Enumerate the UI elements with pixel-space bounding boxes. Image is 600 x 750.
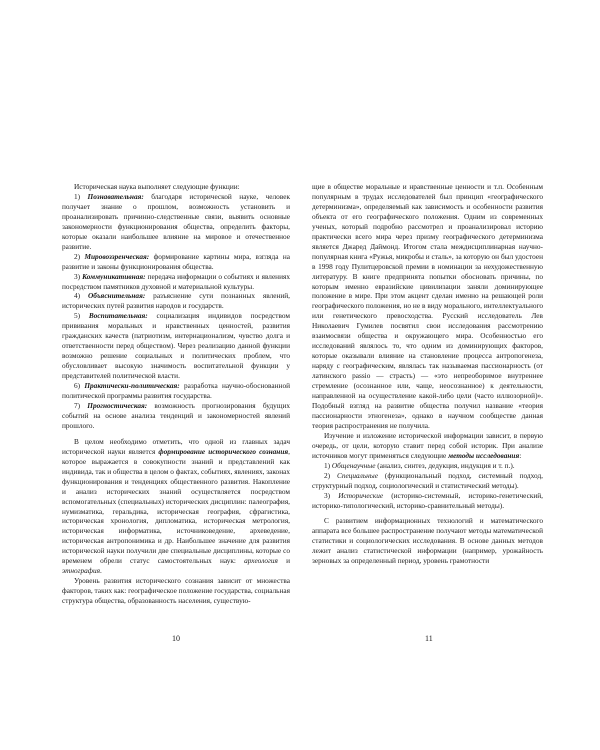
- paragraph-f1: [62, 192, 290, 252]
- text-run: 7): [74, 400, 88, 410]
- text-run: 1): [74, 191, 88, 201]
- emphasis-term: Практически-политическая:: [84, 381, 180, 391]
- paragraph-f4: [62, 291, 290, 311]
- emphasis-term: Познавательная:: [87, 191, 144, 201]
- text-run: .: [100, 566, 102, 576]
- text-run: (анализ, синтез, дедукция, индукция и т. п.).: [375, 460, 515, 470]
- paragraph-f6: [62, 381, 290, 401]
- italic-term: Специальные: [336, 470, 378, 480]
- emphasis-term: формирование исторического сознания: [158, 446, 289, 456]
- emphasis-term: Объяснительная:: [87, 291, 146, 301]
- paragraph-f7: [62, 401, 290, 431]
- text-run: 4): [74, 291, 88, 301]
- paragraph-r_study: [312, 431, 543, 461]
- text-run: благодаря исторической науке, человек получает знание о прошлом, возможность установить и проанализировать причинно-следственные связи, выявить основные закономерности функционирования общества, определить факторы, которые оказали наибольшее влияние на мировое и отечественное развитие.: [62, 191, 290, 251]
- italic-term: этнография: [62, 566, 101, 576]
- italic-term: Исторические: [338, 490, 384, 500]
- paragraph-r_cont: [312, 182, 543, 431]
- text-run: 6): [74, 381, 85, 391]
- text-run: , которое выражается в совокупности знаний и представлений как индивида, так и общества в целом о фактах, событиях, явлениях, законах функционирования и тенденциях общественного развития. Накопление и анализ исторических знаний осуществляется посредством вспомогательных (специальных) исторических дисциплин: палеография, нумизматика, геральдика, историческая география, сфрагистика, историческая хронология, дипломатика, историческая метрология, историческая информатика, источниковедение, археведение, историческая антропонимика и др. Наибольшее значение для развития исторической науки получили две специальные дисциплины, которые со временем обрели статус самостоятельных наук:: [62, 446, 290, 566]
- text-run: 2): [324, 470, 337, 480]
- text-run: передача информации о событиях и явлениях посредством памятников духовной и материальной культуры.: [62, 271, 290, 291]
- paragraph-f5: [62, 311, 290, 381]
- text-run: (историко-системный, историко-генетический, историко-типологический, историко-сравнительный методы).: [312, 490, 543, 510]
- left-page-body: [62, 182, 290, 606]
- paragraph-m2: [312, 471, 543, 491]
- italic-term: археология: [244, 556, 278, 566]
- text-run: 3): [324, 490, 339, 500]
- right-page-number: 11: [425, 634, 433, 643]
- italic-term: Общенаучные: [331, 460, 376, 470]
- emphasis-term: Воспитательная:: [88, 311, 148, 321]
- emphasis-term: Прогностическая:: [87, 400, 148, 410]
- left-page-number: 10: [172, 634, 180, 643]
- text-run: Историческая наука выполняет следующие функции:: [74, 182, 240, 191]
- text-run: социализация индивидов посредством прививания моральных и нравственных ценностей, развития гражданских качеств (патриотизм, интернационализм, чувство долга и ответственности перед обществом). Через реализацию данной функции возможно решение социальных и политических проблем, что обусловливает высокую значимость воспитательной функции у представителей политической власти.: [62, 311, 291, 381]
- emphasis-term: Мировоззренческая:: [84, 251, 150, 261]
- paragraph-f3: [62, 272, 290, 292]
- text-run: С развитием информационных технологий и математического аппарата все большее распространение получают методы математической статистики и социологических исследования. В основе данных методов лежит анализ статистической информации (например, урожайность зерновых за определенный период, уровень грамотности: [312, 516, 543, 566]
- emphasis-term: методы исследования: [448, 450, 520, 460]
- paragraph-f2: [62, 252, 290, 272]
- emphasis-term: Коммуникативная:: [82, 271, 146, 281]
- text-run: 5): [74, 311, 89, 321]
- paragraph-p_task: [62, 437, 290, 576]
- text-run: и: [277, 556, 290, 566]
- paragraph-intro: [62, 182, 290, 192]
- text-run: возможность прогнозирования будущих событий на основе анализа тенденций и закономерностей явлений прошлого.: [62, 400, 291, 430]
- text-run: :: [519, 450, 522, 460]
- text-run: щие в обществе моральные и нравственные ценности и т.п. Особенным популярным в трудах исследователей был принцип «географического детерминизма», определяемый как зависимость и особенности развития объекта от его географического положения. Одним из современных ученых, который подробно рассмотрел и проанализировал историю практически всего мира через призму географического детерминизма является Джаред Даймонд. Итогом стала междисциплинарная научно-популярная книга «Ружья, микробы и сталь», за которую он был удостоен в 1998 году Пулитцеровской премии в номинации за нехудожественную литературу. В книге предпринята попытки обосновать причины, по которым именно евразийские цивилизации заняли доминирующее положение в мире. При этом акцент сделан именно на решающей роли географического положения, но не в виду морального, интеллектуального или генетического превосходства. Русский исследователь Лев Николаевич Гумилев посвятил свои исследования рассмотрению взаимосвязи общества и окружающего мира. Особенностью его исследований являлось то, что одним из доминирующих факторов, которые оказывали влияние на становление процесса антропогенеза, наряду с географическим, являлась так называемая пассионарность (от латинского passio — страсть) — «это непреоборимое внутреннее стремление (осознанное или, чаще, неосознанное) к деятельности, направленной на осуществление какой-либо цели (часто иллюзорной)». Подобный взгляд на развитие общества получил название «теория пассионарности этногенеза», однако в научном сообществе данная теория распространения не получила.: [312, 182, 543, 430]
- text-run: 2): [74, 251, 85, 261]
- right-page-body: [312, 182, 543, 566]
- text-run: 1): [324, 460, 332, 470]
- paragraph-r_info: [312, 516, 543, 566]
- text-run: разъяснение сути познанных явлений, исторических путей развития народов и государств.: [62, 291, 291, 311]
- text-run: формирование картины мира, взгляда на развитие и законы функционирования общества.: [62, 251, 290, 271]
- paragraph-m3: [312, 491, 543, 511]
- text-run: В целом необходимо отметить, что одной из главных задач исторической науки является: [62, 436, 290, 456]
- text-run: (функциональный подход, системный подход, структурный подход, социологический и статистический методы).: [312, 470, 543, 490]
- text-run: Уровень развития исторического сознания зависит от множества факторов, таких как: географическое положение государства, социальная структура общества, образованность населения, существую-: [62, 576, 290, 606]
- text-run: 3): [74, 271, 83, 281]
- paragraph-m1: [312, 461, 543, 471]
- text-run: Изучение и изложение исторической информации зависит, в первую очередь, от цели, которую ставит перед собой историк. При анализе источников могут применяться следующие: [312, 430, 543, 460]
- paragraph-p_level: [62, 576, 290, 606]
- text-run: разработка научно-обоснованной политической программы развития государства.: [62, 381, 290, 401]
